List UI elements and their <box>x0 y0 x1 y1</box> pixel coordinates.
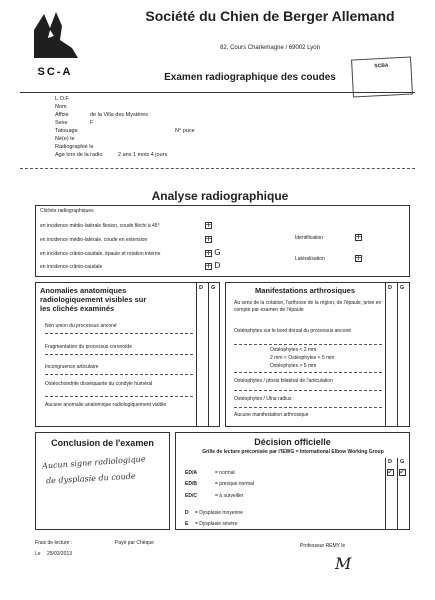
decision-option-code: ED/C <box>185 493 197 499</box>
manifestation-item: Ostéophytes / Ulna radius <box>234 396 292 402</box>
anomaly-item: Aucune anomalie anatomique radiologiquement visible <box>45 402 167 408</box>
conclusion-handwriting-1: Aucun signe radiologique <box>41 454 146 471</box>
date-value: 25/03/2013 <box>47 551 73 557</box>
decision-option-label: = à surveiller <box>215 493 244 499</box>
anomalies-title-line1: Anomalies anatomiques <box>40 286 127 295</box>
lateralisation-mark: + <box>355 253 362 262</box>
anomaly-item: Fragmentation du processus coronoïde <box>45 344 132 350</box>
decision-option-code: D <box>185 510 189 516</box>
decision-option-code: ED/A <box>185 470 197 476</box>
incidence-3-mark: + G <box>205 248 221 257</box>
manifestation-item: Ostéophytes > 5 mm <box>270 363 317 369</box>
decision-col-g: G <box>400 459 405 465</box>
puce-label: N° puce <box>175 128 195 134</box>
anomalies-col-g: G <box>211 285 216 291</box>
affixe-value: de la Villa des Mystères <box>90 112 148 118</box>
incidence-4-mark: + D <box>205 261 221 270</box>
check-mark-icon: ✓ <box>387 467 394 476</box>
conclusion-title: Conclusion de l'examen <box>51 438 154 448</box>
anomaly-item: Non union du processus anconé <box>45 323 117 329</box>
sexe-value: F <box>90 120 94 126</box>
manifestation-item: 2 mm < Ostéophytes < 5 mm <box>270 355 335 361</box>
contact-line <box>115 44 425 52</box>
incidence-4-label: en incidence crânio-caudale <box>40 264 103 270</box>
decision-option-code: ED/B <box>185 481 197 487</box>
professeur-label: Professeur REMY le <box>300 543 346 549</box>
logo-text: SC-A <box>37 66 73 78</box>
manifestations-title: Manifestations arthrosiques <box>254 286 356 295</box>
exam-title: Examen radiographique des coudes <box>164 72 336 83</box>
identification-mark: + <box>355 232 362 241</box>
sexe-label: Sexe <box>55 120 68 126</box>
manifestations-col-d: D <box>388 285 392 291</box>
manifestation-item: Ostéophytes sur le bord dorsal du processus anconé <box>234 328 352 334</box>
frais-label: Frais de lecture : <box>35 540 73 546</box>
anomalies-title-line3: les clichés examinés <box>40 304 115 313</box>
manifestation-item: Aucune manifestation arthrosique <box>234 412 309 418</box>
incidence-1-mark: + <box>205 220 212 229</box>
anomalies-title <box>40 286 190 313</box>
conclusion-handwriting-2: de dysplasie du coude <box>45 471 136 486</box>
decision-option-label: = Dysplasie moyenne <box>195 510 243 516</box>
decision-option-label: = normal <box>215 470 235 476</box>
society-name: Société du Chien de Berger Allemand <box>145 8 395 24</box>
anomalies-title-line2: radiologiquement visibles sur <box>40 295 147 304</box>
anomalies-col-d: D <box>199 285 203 291</box>
decision-subtitle: Grille de lecture préconisée par l'IEWG = International Elbow Working Group <box>202 449 384 455</box>
decision-title: Décision officielle <box>254 437 331 447</box>
manifestations-col-g: G <box>400 285 405 291</box>
naissance-label: Né(e) le <box>55 136 75 142</box>
decision-option-label: = Dysplasie sévère <box>195 521 238 527</box>
lateralisation-label: Latéralisation <box>295 256 325 262</box>
paye-label: Payé par Chèque <box>115 540 154 546</box>
decision-option-label: = presque normal <box>215 481 255 487</box>
check-mark-icon: ✓ <box>399 467 406 476</box>
affixe-label: Affixe <box>55 112 69 118</box>
identification-label: Identification <box>295 235 324 241</box>
society-address: 82, Cours Charlemagne / 69002 Lyon <box>220 45 320 51</box>
nom-label: Nom <box>55 104 67 110</box>
signature: M <box>335 554 352 573</box>
age-label: Age lors de la radio <box>55 152 103 158</box>
tatouage-label: Tatouage <box>55 128 78 134</box>
cliches-label: Clichés radiographiques <box>40 208 94 214</box>
anomaly-item: Ostéochondrite disséquante du condyle huméral <box>45 381 153 387</box>
age-value: 2 ans 1 mois 4 jours <box>118 152 168 158</box>
manifestation-item: Ostéophytes < 2 mm <box>270 347 317 353</box>
lof-label: L.O.F. <box>55 96 70 102</box>
decision-option-code: E <box>185 521 189 527</box>
manifestation-item: Ostéophytes / ptosis bilatéral de l'articulation <box>234 378 333 384</box>
incidence-1-label: en incidence médio-latérale flexion, coude fléchi à 45° <box>40 223 160 229</box>
anomaly-item: Incongruence articulaire <box>45 364 99 370</box>
date-label: Le <box>35 551 41 557</box>
stamp-text: SCBA <box>374 62 389 70</box>
incidence-2-label: en incidence médio-latérale, coude en extension <box>40 237 148 243</box>
incidence-3-label: en incidence crânio-caudale, épaule et rotation interne <box>40 251 161 257</box>
radio-label: Radiographié le <box>55 144 94 150</box>
manifestations-intro: Au sens de la cotation, l'arthrose de la région, de l'épaule, prise en compte par examen de l'épaule <box>234 300 382 313</box>
dog-logo <box>20 8 92 68</box>
incidence-2-mark: + <box>205 234 212 243</box>
analyse-title: Analyse radiographique <box>151 189 289 203</box>
decision-col-d: D <box>388 459 392 465</box>
